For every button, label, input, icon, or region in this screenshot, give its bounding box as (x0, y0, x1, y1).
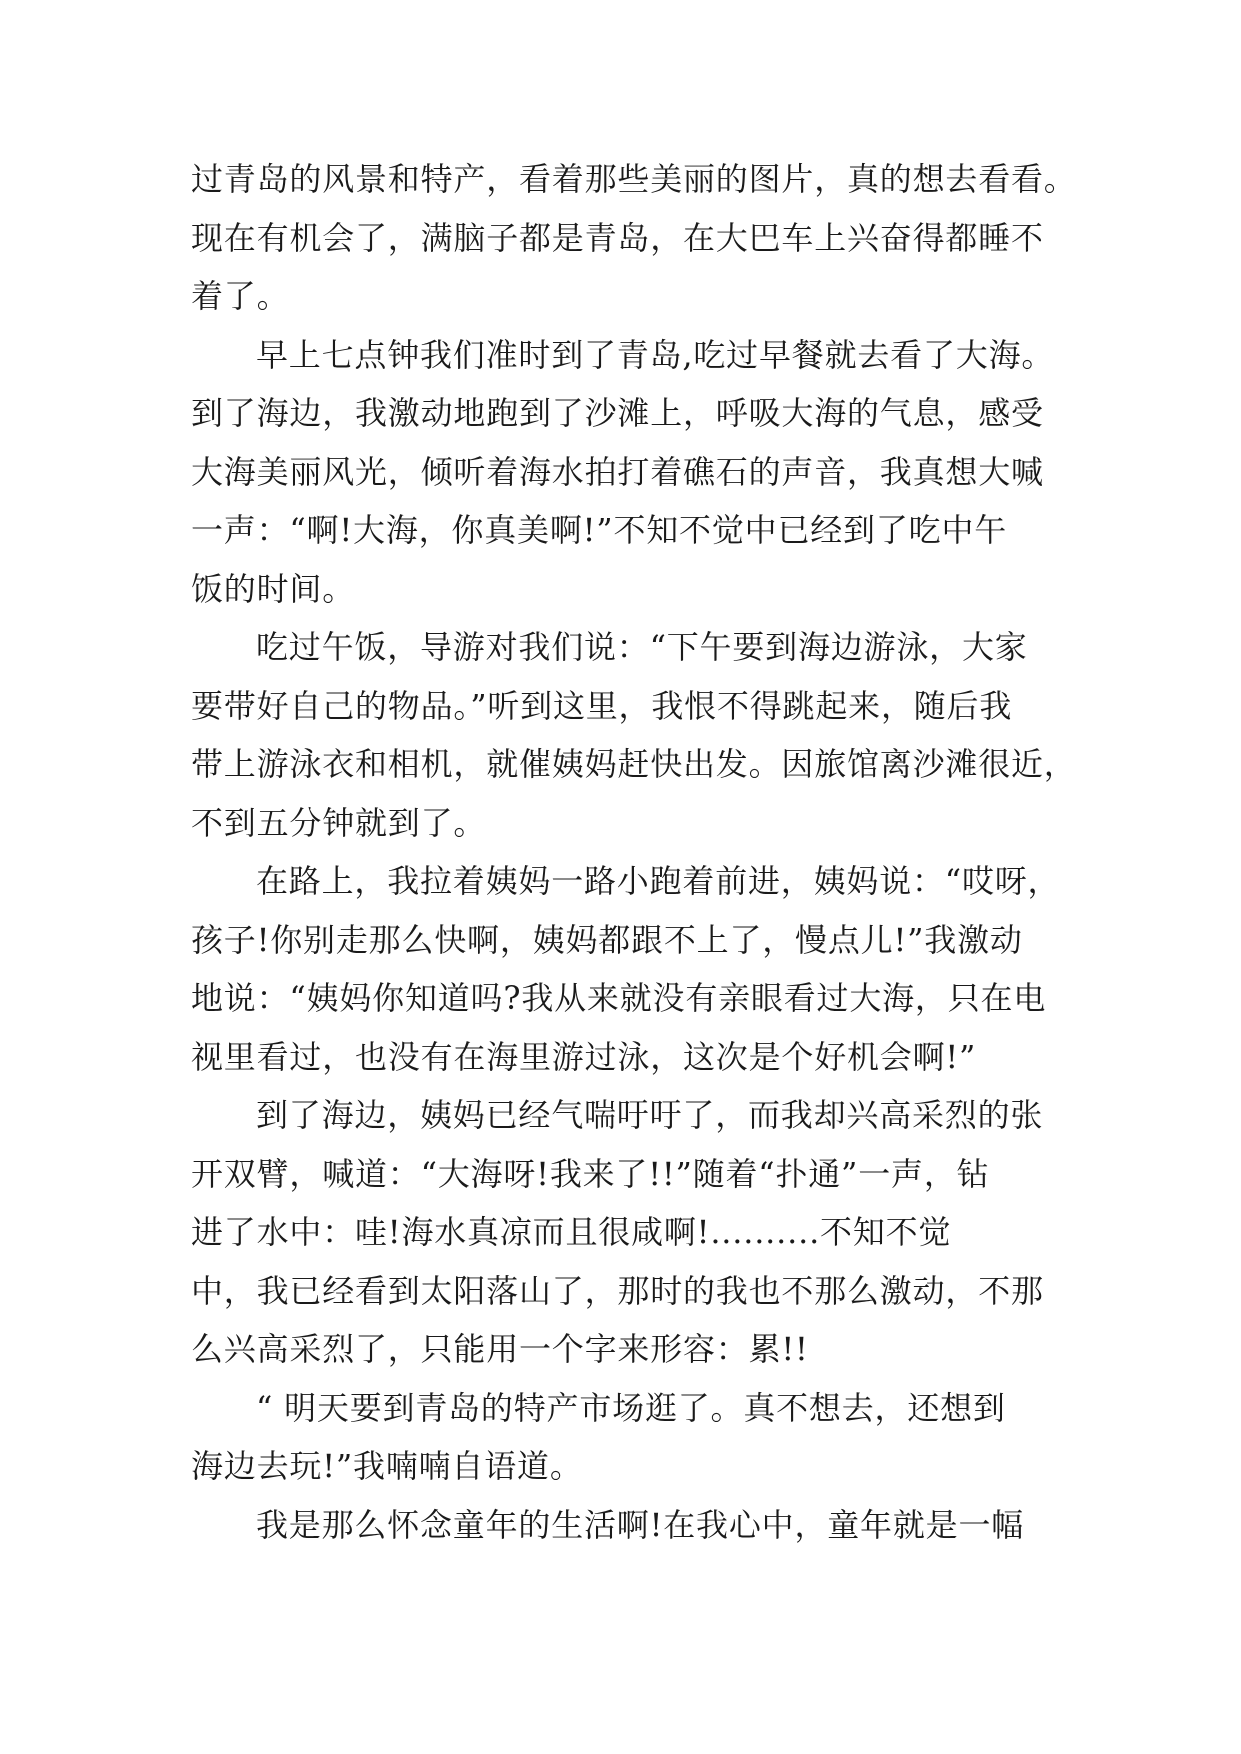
text-line: 视里看过，也没有在海里游过泳，这次是个好机会啊!” (191, 1037, 977, 1076)
text-line: 海边去玩!”我喃喃自语道。 (191, 1447, 583, 1485)
text-line: 大海美丽风光，倾听着海水拍打着礁石的声音，我真想大喊 (191, 452, 1044, 491)
text-line: 中，我已经看到太阳落山了，那时的我也不那么激动，不那 (191, 1271, 1044, 1310)
text-line: 开双臂，喊道：“大海呀!我来了!!”随着“扑通”一声，钻 (191, 1154, 990, 1193)
text-line: 不到五分钟就到了。 (191, 803, 487, 842)
text-line: 到了海边，我激动地跑到了沙滩上，呼吸大海的气息，感受 (191, 394, 1044, 432)
text-line: 着了。 (191, 277, 290, 315)
text-line: 吃过午饭，导游对我们说：“下午要到海边游泳，大家 (256, 628, 1028, 666)
text-line: 我是那么怀念童年的生活啊!在我心中，童年就是一幅 (256, 1505, 1025, 1544)
text-line: 么兴高采烈了，只能用一个字来形容：累!! (191, 1330, 809, 1368)
text-line: 早上七点钟我们准时到了青岛,吃过早餐就去看了大海。 (256, 335, 1055, 374)
text-line: 到了海边，姨妈已经气喘吁吁了，而我却兴高采烈的张 (256, 1096, 1044, 1134)
text-line: 进了水中：哇!海水真凉而且很咸啊!..........不知不觉 (191, 1213, 952, 1251)
text-line: 现在有机会了，满脑子都是青岛，在大巴车上兴奋得都睡不 (191, 218, 1044, 257)
text-line: 在路上，我拉着姨妈一路小跑着前进，姨妈说：“哎呀， (256, 862, 1061, 900)
text-line: 过青岛的风景和特产，看着那些美丽的图片，真的想去看看。 (191, 160, 1077, 198)
text-line: 要带好自己的物品。”听到这里，我恨不得跳起来，随后我 (191, 686, 1013, 725)
text-line: 饭的时间。 (191, 569, 356, 608)
body-text (191, 150, 1077, 1554)
text-line: 带上游泳衣和相机，就催姨妈赶快出发。因旅馆离沙滩很近， (191, 745, 1077, 783)
text-line: 地说：“姨妈你知道吗?我从来就没有亲眼看过大海，只在电 (191, 979, 1047, 1017)
text-line: 一声：“啊!大海，你真美啊!”不知不觉中已经到了吃中午 (191, 511, 1008, 549)
text-line: “ 明天要到青岛的特产市场逛了。真不想去，还想到 (256, 1388, 1006, 1427)
text-line: 孩子!你别走那么快啊，姨妈都跟不上了，慢点儿!”我激动 (191, 920, 1023, 959)
